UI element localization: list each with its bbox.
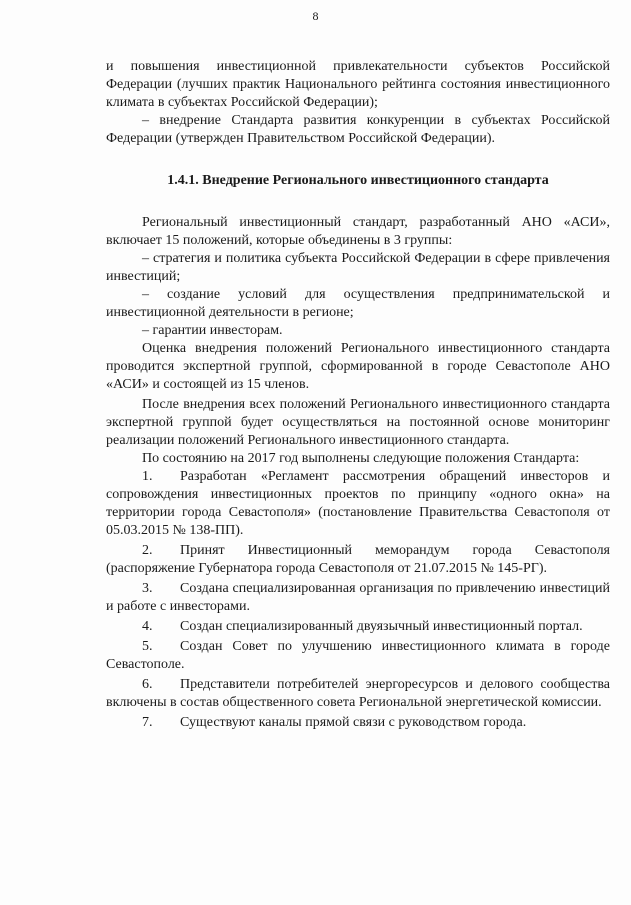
list-item xyxy=(106,638,610,674)
list-item xyxy=(106,580,610,616)
list-item xyxy=(106,676,610,712)
page-number: 8 xyxy=(312,9,319,23)
list-item xyxy=(106,468,610,540)
intro-paragraph-2: – внедрение Стандарта развития конкуренции в субъектах Российской Федерации (утвержден Правительством Российской Федерации). xyxy=(106,113,610,146)
list-item-number: 3. xyxy=(142,581,153,596)
list-item-number: 1. xyxy=(142,469,153,484)
list-item-text: Создан специализированный двуязычный инвестиционный портал. xyxy=(180,619,583,634)
group-item-guarantees: – гарантии инвесторам. xyxy=(142,323,283,338)
list-item xyxy=(106,542,610,578)
list-item-text: Существуют каналы прямой связи с руководством города. xyxy=(180,715,527,730)
paragraph-evaluation: Оценка внедрения положений Регионального инвестиционного стандарта проводится экспертной группой, сформированной в городе Севастополе АНО «АСИ» и состоящей из 15 членов. xyxy=(106,341,610,392)
list-item-number: 6. xyxy=(142,677,153,692)
list-item-number: 2. xyxy=(142,543,153,558)
section-title: 1.4.1. Внедрение Регионального инвестиционного стандарта xyxy=(167,173,549,188)
list-item-number: 7. xyxy=(142,715,153,730)
page-body xyxy=(106,58,610,732)
list-item-text: Создана специализированная организация по привлечению инвестиций и работе с инвесторами. xyxy=(106,581,610,614)
list-item-text: Представители потребителей энергоресурсов и делового сообщества включены в состав общественного совета Региональной энергетической комиссии. xyxy=(106,677,610,710)
list-item-number: 5. xyxy=(142,639,153,654)
paragraph-monitoring: После внедрения всех положений Регионального инвестиционного стандарта экспертной группой будет осуществляться на постоянной основе мониторинг реализации положений Регионального инвестиционного стандарта. xyxy=(106,397,610,448)
list-item xyxy=(106,618,610,636)
list-item-text: Создан Совет по улучшению инвестиционного климата в городе Севастополе. xyxy=(106,639,610,672)
list-item xyxy=(106,714,610,732)
paragraph-standard: Региональный инвестиционный стандарт, разработанный АНО «АСИ», включает 15 положений, которые объединены в 3 группы: xyxy=(106,215,610,248)
list-item-number: 4. xyxy=(142,619,153,634)
paragraph-status: По состоянию на 2017 год выполнены следующие положения Стандарта: xyxy=(142,451,580,466)
group-item-conditions: – создание условий для осуществления предпринимательской и инвестиционной деятельности в регионе; xyxy=(106,287,610,320)
group-item-strategy: – стратегия и политика субъекта Российской Федерации в сфере привлечения инвестиций; xyxy=(106,251,610,284)
intro-paragraph-1: и повышения инвестиционной привлекательности субъектов Российской Федерации (лучших практик Национального рейтинга состояния инвестиционного климата в субъектах Российской Федерации); xyxy=(106,59,610,110)
list-item-text: Разработан «Регламент рассмотрения обращений инвесторов и сопровождения инвестиционных проектов по принципу «одного окна» на территории города Севастополя» (постановление Правительства Севастополя от 05.03.2015 № 138-ПП). xyxy=(106,469,610,538)
list-item-text: Принят Инвестиционный меморандум города Севастополя (распоряжение Губернатора города Севастополя от 21.07.2015 № 145-РГ). xyxy=(106,543,610,576)
